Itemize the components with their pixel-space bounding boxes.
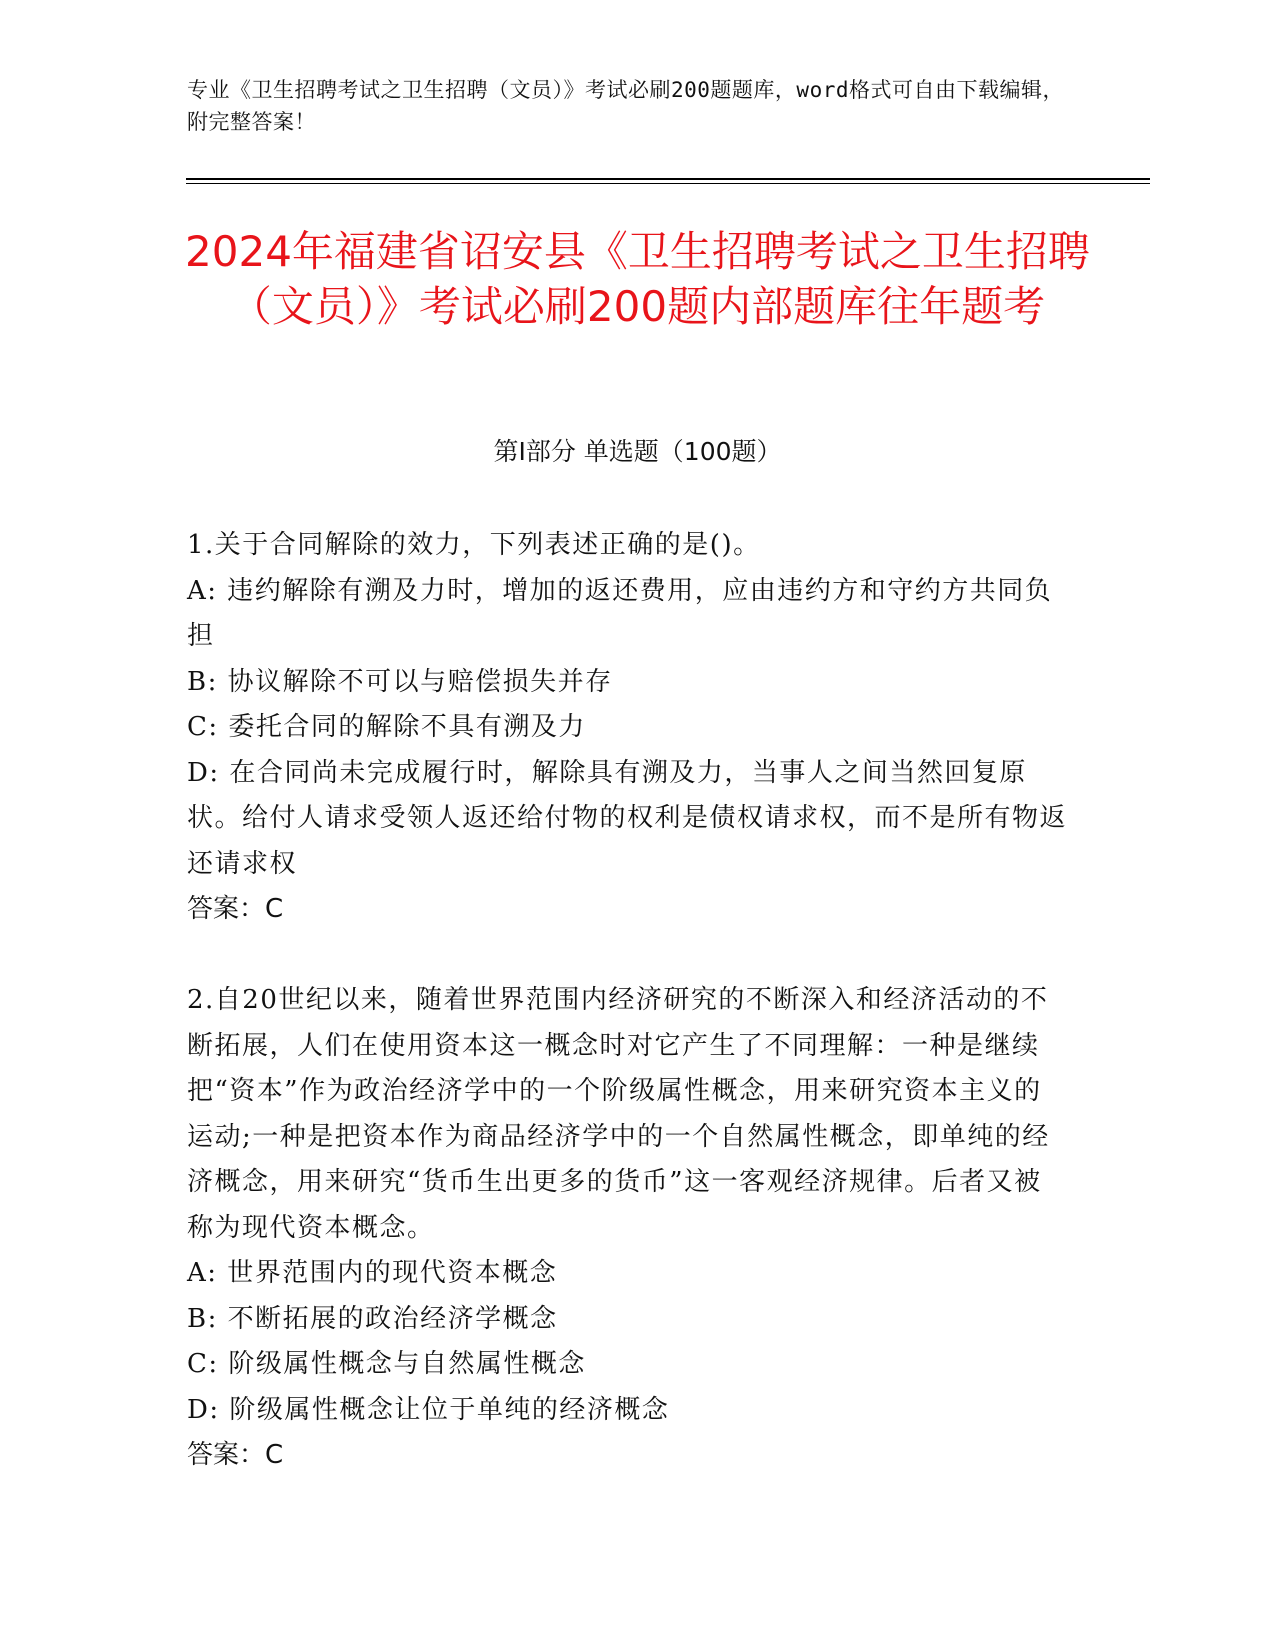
option-a: A: 世界范围内的现代资本概念 <box>187 1258 558 1288</box>
header-rule-thick <box>186 178 1150 180</box>
option-c: C: 委托合同的解除不具有溯及力 <box>187 712 586 742</box>
question-1 <box>187 523 1067 932</box>
option-b: B: 不断拓展的政治经济学概念 <box>187 1303 558 1334</box>
document-title: 2024年福建省诏安县《卫生招聘考试之卫生招聘（文员）》考试必刷200题内部题库往年题考 <box>185 227 1090 331</box>
answer-line: 答案：C <box>187 894 284 924</box>
header-rule-thin <box>186 183 1150 184</box>
option-d: D: 在合同尚未完成履行时，解除具有溯及力，当事人之间当然回复原状。给付人请求受领人返还给付物的权利是债权请求权，而不是所有物返还请求权 <box>187 757 1068 879</box>
question-2 <box>187 978 1067 1478</box>
question-stem: 1.关于合同解除的效力，下列表述正确的是()。 <box>187 530 761 560</box>
answer-line: 答案：C <box>187 1440 284 1470</box>
question-stem: 2.自20世纪以来，随着世界范围内经济研究的不断深入和经济活动的不断拓展，人们在使用资本这一概念时对它产生了不同理解：一种是继续把“资本”作为政治经济学中的一个阶级属性概念，用来研究资本主义的运动;一种是把资本作为商品经济学中的一个自然属性概念，即单纯的经济概念，用来研究“货币生出更多的货币”这一客观经济规律。后者又被称为现代资本概念。 <box>187 985 1050 1243</box>
option-c: C: 阶级属性概念与自然属性概念 <box>187 1349 586 1379</box>
question-list <box>187 523 1067 1524</box>
option-b: B: 协议解除不可以与赔偿损失并存 <box>187 666 613 697</box>
option-a: A: 违约解除有溯及力时，增加的返还费用，应由违约方和守约方共同负担 <box>187 575 1053 651</box>
header-note: 专业《卫生招聘考试之卫生招聘（文员）》考试必刷200题题库，word格式可自由下载编辑，附完整答案！ <box>187 78 1064 134</box>
section-heading: 第I部分 单选题（100题） <box>493 437 782 466</box>
option-d: D: 阶级属性概念让位于单纯的经济概念 <box>187 1394 670 1425</box>
